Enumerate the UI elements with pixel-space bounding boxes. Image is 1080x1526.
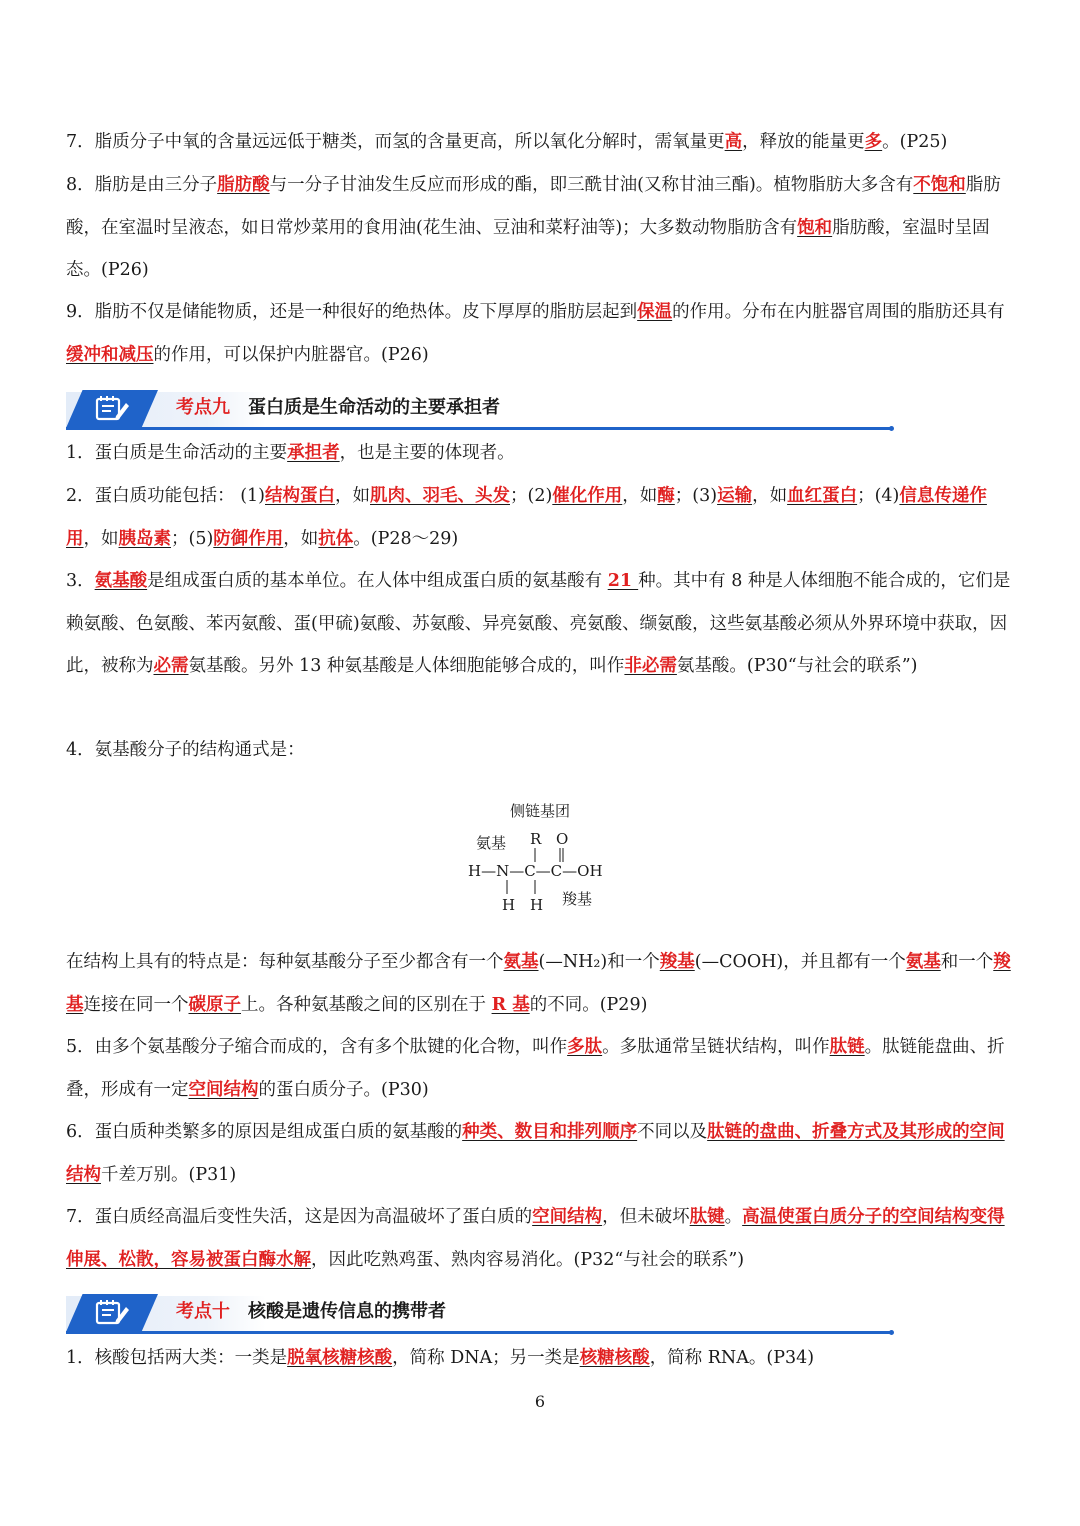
paragraph-lipid-7: 7．脂质分子中氧的含量远远低于糖类，而氢的含量更高，所以氧化分解时，需氧量更高，释放的能量更多。(P25) — [66, 132, 948, 152]
keyword: 多 — [864, 132, 883, 152]
amino-acid-structure-diagram — [420, 790, 660, 920]
keyword: 高 — [724, 132, 743, 152]
keyword: 保温 — [637, 302, 673, 322]
hydrogen-atom: H — [502, 896, 516, 914]
keyword: 非必需 — [624, 656, 677, 676]
r-group: R — [530, 830, 542, 848]
side-chain-label: 侧链基团 — [510, 802, 571, 820]
keyword: 承担者 — [287, 443, 340, 463]
keyword: 羧基 — [66, 952, 1011, 1015]
keyword: 种类、数目和排列顺序 — [462, 1122, 638, 1142]
keyword: 肽键 — [689, 1207, 725, 1227]
keyword: 空间结构 — [188, 1079, 259, 1100]
keyword: 多肽 — [567, 1037, 603, 1057]
keyword: 必需 — [153, 656, 189, 676]
keyword: 脂肪酸 — [217, 175, 270, 195]
keyword: 抗体 — [318, 528, 354, 549]
section-header-9 — [66, 390, 892, 430]
section-rule — [66, 427, 892, 430]
section-header-10 — [66, 1294, 892, 1334]
keyword: 防御作用 — [213, 528, 284, 549]
backbone-formula: H—N—C—C—OH — [468, 862, 603, 880]
oxygen-atom: O — [556, 830, 569, 848]
paragraph-lipid-9: 9．脂肪不仅是储能物质，还是一种很好的绝热体。皮下厚厚的脂肪层起到保温的作用。分布在内脏器官周围的脂肪还具有缓冲和减压的作用，可以保护内脏器官。(P26) — [66, 302, 1005, 365]
keyword: 运输 — [717, 486, 753, 506]
paragraph-protein-2: 2．蛋白质功能包括： (1)结构蛋白，如肌肉、羽毛、头发；(2)催化作用，如酶；(3)运输，如血红蛋白；(4)信息传递作用，如胰岛素；(5)防御作用，如抗体。(P28～29) — [66, 486, 987, 549]
keyword: 胰岛素 — [118, 528, 171, 549]
keyword: 缓冲和减压 — [66, 344, 154, 365]
section-title: 考点十 核酸是遗传信息的携带者 — [176, 1301, 446, 1322]
keyword: 碳原子 — [188, 994, 241, 1015]
keyword: 饱和 — [797, 217, 833, 238]
keyword: 核糖核酸 — [579, 1348, 650, 1368]
page-number: 6 — [534, 1392, 546, 1411]
keyword: 不饱和 — [913, 175, 966, 195]
section-rule — [66, 1331, 892, 1334]
keyword: 氨基酸 — [94, 571, 148, 591]
amino-group-label: 氨基 — [476, 834, 507, 852]
keyword: 肌肉、羽毛、头发 — [370, 486, 510, 506]
keyword: 高温使蛋白质分子的空间结构变得伸展、松散，容易被蛋白酶水解 — [66, 1207, 1005, 1270]
keyword: 肽链的盘曲、折叠方式及其形成的空间结构 — [66, 1122, 1005, 1185]
paragraph-lipid-8: 8．脂肪是由三分子脂肪酸与一分子甘油发生反应而形成的酯，即三酰甘油(又称甘油三酯)。植物脂肪大多含有不饱和脂肪酸，在室温时呈液态，如日常炒菜用的食用油(花生油、豆油和菜籽油等)；大多数动物脂肪含有饱和脂肪酸，室温时呈固态。(P26) — [66, 175, 1001, 280]
section-rule-dot — [889, 426, 894, 431]
keyword: 氨基 — [503, 952, 539, 972]
paragraph-protein-4: 4．氨基酸分子的结构通式是： — [66, 740, 305, 760]
keyword: 脱氧核糖核酸 — [287, 1348, 393, 1368]
keyword: 氨基 — [905, 952, 941, 972]
keyword: 血红蛋白 — [787, 486, 858, 506]
section-title: 考点九 蛋白质是生命活动的主要承担者 — [176, 397, 500, 418]
keyword: 信息传递作用 — [66, 486, 987, 549]
keyword: 肽链 — [829, 1037, 865, 1057]
keyword: 21 — [607, 571, 639, 591]
keyword: 酶 — [657, 486, 675, 506]
keyword: 空间结构 — [532, 1207, 603, 1227]
paragraph-protein-6: 6．蛋白质种类繁多的原因是组成蛋白质的氨基酸的种类、数目和排列顺序不同以及肽链的盘曲、折叠方式及其形成的空间结构千差万别。(P31) — [66, 1122, 1005, 1185]
keyword: 结构蛋白 — [265, 486, 335, 506]
keyword: 羧基 — [659, 952, 695, 972]
keyword: 催化作用 — [552, 486, 623, 506]
paragraph-protein-4-features: 在结构上具有的特点是：每种氨基酸分子至少都含有一个氨基(—NH₂)和一个羧基(—COOH)，并且都有一个氨基和一个羧基连接在同一个碳原子上。各种氨基酸之间的区别在于 R 基的不同。(P29) — [66, 952, 1011, 1015]
paragraph-protein-5: 5．由多个氨基酸分子缩合而成的，含有多个肽键的化合物，叫作多肽。多肽通常呈链状结构，叫作肽链。肽链能盘曲、折叠，形成有一定空间结构的蛋白质分子。(P30) — [66, 1037, 1005, 1100]
hydrogen-atom: H — [530, 896, 544, 914]
paragraph-nucleic-1: 1．核酸包括两大类：一类是脱氧核糖核酸，简称 DNA；另一类是核糖核酸，简称 RNA。(P34) — [66, 1348, 815, 1368]
keyword: R 基 — [491, 994, 530, 1015]
paragraph-protein-1: 1．蛋白质是生命活动的主要承担者，也是主要的体现者。 — [66, 443, 515, 463]
paragraph-protein-3: 3．氨基酸是组成蛋白质的基本单位。在人体中组成蛋白质的氨基酸有 21 种。其中有 8 种是人体细胞不能合成的，它们是赖氨酸、色氨酸、苯丙氨酸、蛋(甲硫)氨酸、苏氨酸、异亮氨酸、亮氨酸、缬氨酸，这些氨基酸必须从外界环境中获取，因此，被称为必需氨基酸。另外 13 种氨基酸是人体细胞能够合成的，叫作非必需氨基酸。(P30“与社会的联系”) — [66, 571, 1011, 676]
carboxyl-group-label: 羧基 — [562, 890, 593, 908]
paragraph-protein-7: 7．蛋白质经高温后变性失活，这是因为高温破坏了蛋白质的空间结构，但未破坏肽键。高温使蛋白质分子的空间结构变得伸展、松散，容易被蛋白酶水解，因此吃熟鸡蛋、熟肉容易消化。(P32“与社会的联系”) — [66, 1207, 1005, 1270]
section-rule-dot — [889, 1330, 894, 1335]
